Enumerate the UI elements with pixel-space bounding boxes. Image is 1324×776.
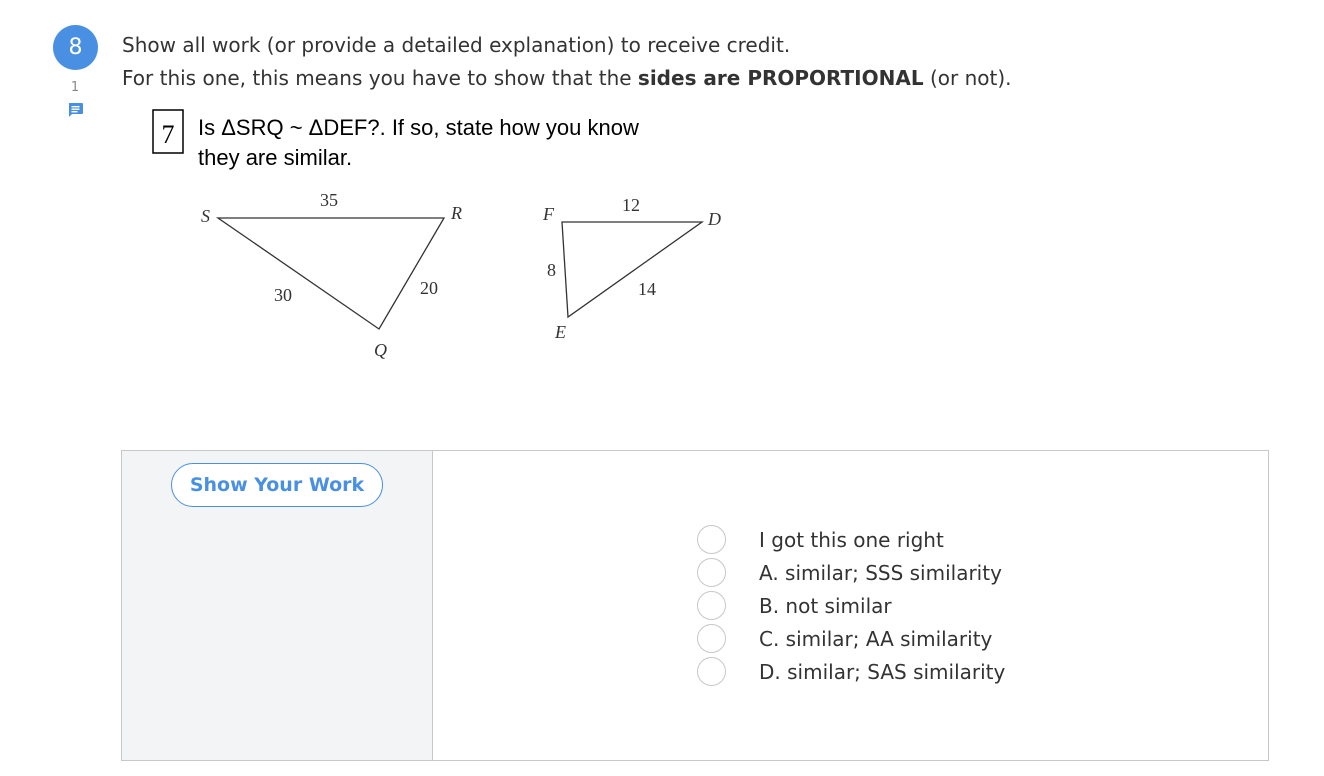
choice-label[interactable]: C. similar; AA similarity <box>759 627 993 651</box>
instruction-suffix: (or not). <box>923 66 1012 90</box>
question-number-badge: 8 <box>53 25 98 70</box>
vertex-f-label: F <box>543 204 554 224</box>
vertex-q-label: Q <box>374 340 387 360</box>
problem-text-line-2: they are similar. <box>198 145 353 170</box>
side-ed-label: 14 <box>638 279 656 299</box>
side-rq-label: 20 <box>420 278 438 298</box>
vertex-r-label: R <box>451 203 462 223</box>
answer-choice[interactable] <box>697 624 1257 657</box>
problem-number: 7 <box>161 120 175 149</box>
radio-button[interactable] <box>697 657 726 686</box>
choice-label[interactable]: A. similar; SSS similarity <box>759 561 1002 585</box>
problem-text-line-1: Is ΔSRQ ~ ΔDEF?. If so, state how you know <box>198 115 639 140</box>
radio-button[interactable] <box>697 558 726 587</box>
side-fd-label: 12 <box>622 195 640 215</box>
choice-label[interactable]: I got this one right <box>759 528 944 552</box>
instruction-prefix: For this one, this means you have to show that the <box>122 66 638 90</box>
triangle-srq <box>218 218 444 329</box>
answer-choice[interactable] <box>697 657 1257 690</box>
answer-choice[interactable] <box>697 525 1257 558</box>
radio-button[interactable] <box>697 624 726 653</box>
work-panel <box>121 450 1269 761</box>
side-sq-label: 30 <box>274 285 292 305</box>
triangle-def <box>562 222 702 317</box>
answer-choice[interactable] <box>697 558 1257 591</box>
radio-button[interactable] <box>697 525 726 554</box>
vertex-e-label: E <box>555 322 566 342</box>
problem-image <box>145 105 745 370</box>
show-your-work-button[interactable]: Show Your Work <box>171 463 383 507</box>
choice-label[interactable]: D. similar; SAS similarity <box>759 660 1006 684</box>
comment-count: 1 <box>70 80 80 95</box>
radio-button[interactable] <box>697 591 726 620</box>
side-fe-label: 8 <box>547 260 556 280</box>
answer-choice[interactable] <box>697 591 1257 624</box>
vertex-s-label: S <box>201 206 210 226</box>
instruction-line-2 <box>122 66 1011 90</box>
answer-choices <box>697 525 1257 690</box>
choice-label[interactable]: B. not similar <box>759 594 892 618</box>
instruction-line-1: Show all work (or provide a detailed explanation) to receive credit. <box>122 33 791 57</box>
instruction-emphasis: sides are PROPORTIONAL <box>637 66 924 90</box>
work-sidebar <box>122 451 433 760</box>
comment-icon[interactable] <box>67 102 84 119</box>
vertex-d-label: D <box>708 209 721 229</box>
side-sr-label: 35 <box>320 190 338 210</box>
